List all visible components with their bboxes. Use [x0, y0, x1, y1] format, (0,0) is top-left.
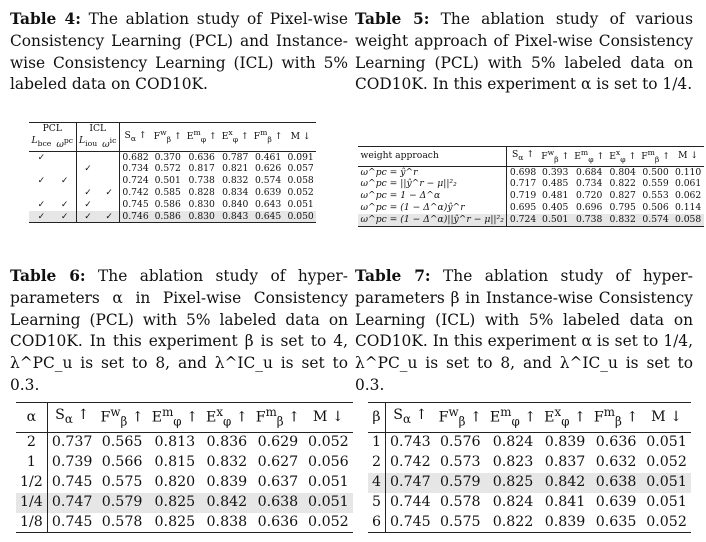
- table5-metric-header: $E^x_\varphi$ ↑: [609, 148, 637, 164]
- value-cell: 0.832: [222, 175, 249, 187]
- value-cell: 0.573: [439, 454, 481, 471]
- check-cell: ✓: [84, 163, 92, 175]
- value-cell: 0.830: [188, 198, 215, 210]
- param-cell: 5: [368, 493, 386, 513]
- table-row: [358, 214, 704, 226]
- table7-caption-label: Table 7:: [355, 267, 431, 285]
- check-cell: [29, 187, 54, 199]
- value-cell: 0.579: [96, 493, 147, 513]
- table-row: [16, 513, 353, 533]
- table-row: [29, 199, 316, 211]
- approach-cell: ω^pc = (1 − Δ^α)ŷ^r: [358, 202, 507, 214]
- check-cell: [29, 163, 54, 175]
- param-cell: 2: [16, 433, 47, 453]
- param-cell: 1/8: [16, 513, 47, 533]
- table-row: [29, 211, 316, 223]
- value-cell: 0.842: [202, 493, 252, 513]
- table6-metric-header: $S_\alpha$ ↑: [55, 406, 90, 426]
- value-cell: 0.825: [486, 473, 540, 493]
- table5-metric-header: $F^m_\beta$ ↑: [641, 148, 670, 164]
- value-cell: 0.626: [254, 163, 282, 175]
- value-cell: 0.051: [642, 473, 691, 493]
- table-row: [29, 187, 316, 199]
- value-cell: 0.825: [154, 513, 196, 530]
- value-cell: 0.578: [439, 493, 481, 510]
- table6-caption-label: Table 6:: [10, 267, 86, 285]
- table5-metric-header: $E^m_\varphi$ ↑: [574, 148, 605, 164]
- value-cell: 0.745: [122, 198, 149, 210]
- value-cell: 0.585: [154, 187, 181, 199]
- approach-cell: ω^pc = ||ŷ^r − μ||²₂: [358, 178, 507, 190]
- value-cell: 0.696: [576, 202, 603, 214]
- value-cell: 0.815: [154, 454, 196, 471]
- value-cell: 0.058: [672, 214, 703, 226]
- value-cell: 0.822: [492, 513, 534, 530]
- check-cell: [100, 175, 120, 187]
- table-row: [16, 453, 353, 473]
- value-cell: 0.824: [492, 434, 534, 451]
- check-cell: [100, 199, 120, 211]
- table6: [16, 402, 353, 533]
- value-cell: 0.832: [607, 214, 639, 226]
- value-cell: 0.636: [188, 151, 215, 163]
- value-cell: 0.787: [222, 151, 249, 163]
- value-cell: 0.698: [509, 166, 537, 178]
- value-cell: 0.684: [576, 166, 603, 178]
- value-cell: 0.575: [101, 473, 143, 490]
- value-cell: 0.636: [257, 513, 299, 530]
- param-cell: 1: [16, 453, 47, 473]
- table6-metric-header: $E^m_\varphi$ ↑: [151, 405, 198, 429]
- table-row: [358, 190, 704, 202]
- value-cell: 0.839: [544, 434, 586, 451]
- value-cell: 0.746: [119, 211, 151, 223]
- check-cell: [76, 151, 100, 163]
- value-cell: 0.724: [507, 214, 539, 226]
- value-cell: 0.485: [542, 178, 569, 190]
- table7-metric-header: $S_\alpha$ ↑: [393, 406, 428, 426]
- value-cell: 0.574: [254, 175, 282, 187]
- value-cell: 0.461: [254, 151, 282, 163]
- value-cell: 0.051: [646, 493, 687, 510]
- value-cell: 0.091: [287, 151, 314, 163]
- value-cell: 0.575: [439, 513, 481, 530]
- table7-param-header: β: [368, 403, 386, 433]
- value-cell: 0.062: [674, 190, 702, 202]
- value-cell: 0.393: [542, 166, 569, 178]
- table4: [29, 122, 316, 223]
- table4-metric-header: $F^m_\beta$ ↑: [253, 128, 283, 145]
- table5-approach-header: weight approach: [358, 147, 507, 167]
- table6-metric-header: $E^x_\varphi$ ↑: [205, 405, 248, 429]
- check-cell: [76, 175, 100, 187]
- value-cell: 0.638: [252, 493, 304, 513]
- table-row: [358, 166, 704, 178]
- value-cell: 0.734: [122, 163, 149, 175]
- value-cell: 0.828: [188, 187, 215, 199]
- table4-caption-label: Table 4:: [10, 10, 81, 28]
- value-cell: 0.820: [154, 473, 196, 490]
- check-cell: ✓: [29, 211, 54, 223]
- table6-metric-header: M ↓: [312, 408, 344, 425]
- table4-group-pcl: PCL: [29, 123, 76, 135]
- table4-metric-header: $S_\alpha$ ↑: [124, 129, 147, 143]
- value-cell: 0.739: [51, 454, 93, 471]
- value-cell: 0.724: [122, 175, 149, 187]
- table4-metric-header: $E^m_\varphi$ ↑: [186, 128, 217, 145]
- table7-caption: [355, 266, 693, 397]
- param-cell: 1: [368, 433, 386, 453]
- check-cell: ✓: [100, 211, 120, 223]
- table-row: [358, 202, 704, 214]
- value-cell: 0.370: [154, 151, 181, 163]
- check-cell: [54, 151, 76, 163]
- table-row: [368, 493, 691, 513]
- value-cell: 0.566: [101, 454, 143, 471]
- value-cell: 0.056: [308, 454, 349, 471]
- value-cell: 0.738: [188, 175, 215, 187]
- table4-subheader: $L_{bce}$: [31, 135, 52, 149]
- table-row: [368, 453, 691, 473]
- value-cell: 0.506: [642, 202, 669, 214]
- check-cell: ✓: [84, 187, 92, 199]
- value-cell: 0.825: [148, 493, 202, 513]
- table6-caption-text: The ablation study of hyper-parameters α in Pixel-wise Consistency Learning (PCL) with 5% labeled data on COD10K. In this experiment β is set to 4, λ^PC_u is set to 8, and λ^IC_u is set to 0.3.: [10, 267, 348, 394]
- value-cell: 0.052: [308, 434, 349, 451]
- value-cell: 0.051: [646, 434, 687, 451]
- table5-metric-header: M ↓: [678, 150, 699, 162]
- table4-subheader: $L_{iou}$: [79, 135, 98, 149]
- check-cell: [54, 163, 76, 175]
- value-cell: 0.841: [544, 493, 586, 510]
- value-cell: 0.643: [254, 198, 282, 210]
- value-cell: 0.481: [542, 190, 569, 202]
- table4-caption-text: The ablation study of Pixel-wise Consistency Learning (PCL) and Instance-wise Consistency Learning (ICL) with 5% labeled data on COD10K.: [10, 10, 348, 94]
- check-cell: ✓: [54, 199, 76, 211]
- check-cell: ✓: [54, 211, 76, 223]
- value-cell: 0.553: [642, 190, 669, 202]
- value-cell: 0.574: [639, 214, 673, 226]
- table-row: [368, 473, 691, 493]
- table-row: [29, 151, 316, 163]
- value-cell: 0.639: [595, 493, 637, 510]
- table4-subheader: $\omega^{ic}$: [100, 135, 120, 151]
- table6-metric-header: $F^w_\beta$ ↑: [100, 405, 144, 429]
- value-cell: 0.695: [509, 202, 537, 214]
- value-cell: 0.682: [122, 151, 149, 163]
- table4-metric-header: M ↓: [290, 130, 311, 142]
- value-cell: 0.745: [51, 473, 93, 490]
- value-cell: 0.586: [151, 211, 184, 223]
- value-cell: 0.827: [609, 190, 636, 202]
- table7: [368, 402, 691, 533]
- check-cell: ✓: [37, 175, 46, 187]
- value-cell: 0.747: [386, 473, 435, 493]
- value-cell: 0.636: [595, 434, 637, 451]
- table4-metric-header: $E^x_\varphi$ ↑: [221, 128, 249, 145]
- value-cell: 0.057: [287, 163, 314, 175]
- value-cell: 0.405: [542, 202, 569, 214]
- value-cell: 0.110: [674, 166, 702, 178]
- value-cell: 0.500: [642, 166, 669, 178]
- value-cell: 0.052: [646, 513, 687, 530]
- value-cell: 0.738: [572, 214, 607, 226]
- value-cell: 0.742: [122, 187, 149, 199]
- value-cell: 0.719: [509, 190, 537, 202]
- value-cell: 0.745: [390, 513, 431, 530]
- value-cell: 0.717: [509, 178, 537, 190]
- table4-group-icl: ICL: [76, 123, 119, 135]
- value-cell: 0.842: [540, 473, 590, 493]
- table7-metric-header: $E^m_\varphi$ ↑: [489, 405, 537, 429]
- table-row: [368, 433, 691, 453]
- value-cell: 0.720: [576, 190, 603, 202]
- value-cell: 0.629: [257, 434, 299, 451]
- table5-metric-header: $S_\alpha$ ↑: [512, 149, 535, 162]
- value-cell: 0.742: [390, 454, 431, 471]
- value-cell: 0.843: [219, 211, 251, 223]
- value-cell: 0.734: [576, 178, 603, 190]
- table6-caption: [10, 266, 348, 397]
- param-cell: 4: [368, 473, 386, 493]
- value-cell: 0.637: [257, 473, 299, 490]
- value-cell: 0.638: [590, 473, 642, 493]
- value-cell: 0.639: [254, 187, 282, 199]
- value-cell: 0.627: [257, 454, 299, 471]
- value-cell: 0.830: [184, 211, 219, 223]
- value-cell: 0.737: [51, 434, 93, 451]
- table7-metric-header: $F^w_\beta$ ↑: [438, 405, 482, 429]
- value-cell: 0.058: [287, 175, 314, 187]
- value-cell: 0.744: [390, 493, 431, 510]
- table5-caption: [355, 9, 693, 96]
- table4-subheader: $\omega^{pc}$: [54, 135, 76, 151]
- value-cell: 0.745: [51, 513, 93, 530]
- value-cell: 0.747: [47, 493, 96, 513]
- check-cell: [54, 187, 76, 199]
- value-cell: 0.578: [101, 513, 143, 530]
- check-cell: [100, 163, 120, 175]
- value-cell: 0.823: [492, 454, 534, 471]
- value-cell: 0.837: [544, 454, 586, 471]
- value-cell: 0.586: [154, 198, 181, 210]
- value-cell: 0.832: [206, 454, 248, 471]
- value-cell: 0.061: [674, 178, 702, 190]
- table4-metric-header: $F^w_\beta$ ↑: [153, 128, 182, 145]
- value-cell: 0.051: [287, 198, 314, 210]
- value-cell: 0.834: [222, 187, 249, 199]
- value-cell: 0.839: [544, 513, 586, 530]
- value-cell: 0.817: [188, 163, 215, 175]
- table7-caption-text: The ablation study of hyper-parameters β in Instance-wise Consistency Learning (ICL) with 5% labeled data on COD10K. In this experiment α is set to 1/4, λ^PC_u is set to 8, and λ^IC_u is set to 0.3.: [355, 267, 693, 394]
- value-cell: 0.635: [595, 513, 637, 530]
- param-cell: 6: [368, 513, 386, 533]
- value-cell: 0.821: [222, 163, 249, 175]
- value-cell: 0.824: [492, 493, 534, 510]
- approach-cell: ω^pc = (1 − Δ^α)||ŷ^r − μ||²₂: [358, 214, 507, 226]
- table7-metric-header: $F^m_\beta$ ↑: [593, 405, 639, 429]
- table5-caption-label: Table 5:: [355, 10, 430, 28]
- value-cell: 0.052: [308, 513, 349, 530]
- value-cell: 0.645: [251, 211, 285, 223]
- table5: [358, 146, 704, 227]
- table-row: [16, 433, 353, 453]
- value-cell: 0.576: [439, 434, 481, 451]
- value-cell: 0.501: [154, 175, 181, 187]
- table6-param-header: α: [16, 403, 47, 433]
- value-cell: 0.795: [609, 202, 636, 214]
- value-cell: 0.051: [304, 493, 353, 513]
- value-cell: 0.572: [154, 163, 181, 175]
- table5-metric-header: $F^w_\beta$ ↑: [541, 148, 570, 164]
- table-row: [368, 513, 691, 533]
- value-cell: 0.052: [646, 454, 687, 471]
- approach-cell: ω^pc = ŷ^r: [358, 166, 507, 178]
- value-cell: 0.114: [674, 202, 702, 214]
- param-cell: 2: [368, 453, 386, 473]
- table-row: [16, 493, 353, 513]
- check-cell: ✓: [37, 151, 46, 163]
- value-cell: 0.839: [206, 473, 248, 490]
- check-cell: ✓: [76, 211, 100, 223]
- value-cell: 0.804: [609, 166, 636, 178]
- value-cell: 0.052: [287, 187, 314, 199]
- check-cell: ✓: [37, 198, 46, 210]
- check-cell: ✓: [100, 187, 120, 199]
- value-cell: 0.840: [222, 198, 249, 210]
- table7-metric-header: M ↓: [651, 408, 683, 425]
- value-cell: 0.743: [390, 434, 431, 451]
- value-cell: 0.822: [609, 178, 636, 190]
- value-cell: 0.501: [539, 214, 572, 226]
- table4-caption: [10, 9, 348, 96]
- table-row: [358, 178, 704, 190]
- value-cell: 0.565: [101, 434, 143, 451]
- table5-caption-text: The ablation study of various weight approach of Pixel-wise Consistency Learning (PCL) with 5% labeled data on COD10K. In this experiment α is set to 1/4.: [355, 10, 693, 94]
- table-row: [29, 163, 316, 175]
- value-cell: 0.836: [206, 434, 248, 451]
- check-cell: ✓: [54, 175, 76, 187]
- value-cell: 0.050: [285, 211, 316, 223]
- table-row: [16, 473, 353, 493]
- approach-cell: ω^pc = 1 − Δ^α: [358, 190, 507, 202]
- value-cell: 0.051: [308, 473, 349, 490]
- check-cell: ✓: [84, 198, 92, 210]
- value-cell: 0.559: [642, 178, 669, 190]
- check-cell: [100, 151, 120, 163]
- param-cell: 1/4: [16, 493, 47, 513]
- param-cell: 1/2: [16, 473, 47, 493]
- table6-metric-header: $F^m_\beta$ ↑: [255, 405, 301, 429]
- table7-metric-header: $E^x_\varphi$ ↑: [544, 405, 586, 429]
- table-row: [29, 175, 316, 187]
- value-cell: 0.813: [154, 434, 196, 451]
- value-cell: 0.579: [435, 473, 486, 493]
- value-cell: 0.838: [206, 513, 248, 530]
- value-cell: 0.632: [595, 454, 637, 471]
